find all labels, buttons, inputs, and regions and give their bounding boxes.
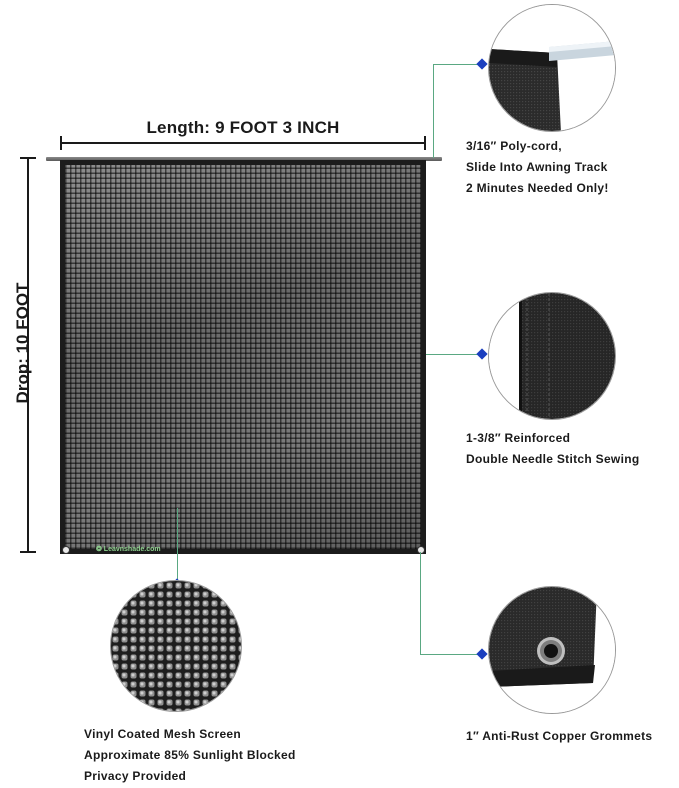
grommet-marker-icon [476, 648, 487, 659]
mesh-closeup-image [110, 580, 242, 712]
mesh-callout-line-2: Approximate 85% Sunlight Blocked [84, 748, 296, 762]
length-dimension-label: Length: 9 FOOT 3 INCH [146, 118, 340, 137]
stitching-callout-line-2: Double Needle Stitch Sewing [466, 452, 640, 466]
length-dimension-cap-left [60, 136, 62, 150]
grommet-left [62, 546, 70, 554]
polycord-callout-line-1: 3/16″ Poly-cord, [466, 139, 562, 153]
mesh-closeup-drawing [111, 581, 242, 712]
stitching-callout-line-1: 1-3/8″ Reinforced [466, 431, 571, 445]
stitching-closeup-image [488, 292, 616, 420]
polycord-callout-line-2: Slide Into Awning Track [466, 160, 608, 174]
polycord-closeup-image [488, 4, 616, 132]
grommets-callout-line-1: 1″ Anti-Rust Copper Grommets [466, 729, 653, 743]
mesh-callout [84, 724, 296, 787]
mesh-callout-line-3: Privacy Provided [84, 769, 187, 783]
brand-label: ❂ Leavnshade.com [96, 546, 161, 553]
grommet-connector-vertical [420, 552, 421, 654]
polycord-callout-line-3: 2 Minutes Needed Only! [466, 181, 609, 195]
grommet-closeup-drawing [489, 587, 616, 714]
grommets-callout [466, 726, 652, 747]
mesh-callout-line-1: Vinyl Coated Mesh Screen [84, 727, 242, 741]
drop-dimension-cap-top [20, 157, 36, 159]
polycord-marker-icon [476, 58, 487, 69]
mesh-connector [177, 508, 178, 584]
length-dimension-line [60, 142, 426, 144]
grommet-right [417, 546, 425, 554]
polycord-connector-vertical [433, 64, 434, 158]
stitching-connector [426, 354, 482, 355]
stitching-callout [466, 428, 639, 470]
drop-dimension-label: Drop: 10 FOOT [13, 282, 32, 404]
stitching-closeup-drawing [489, 293, 616, 420]
polycord-callout [466, 136, 609, 199]
length-dimension-cap-right [424, 136, 426, 150]
mesh-screen-image [60, 160, 426, 554]
polycord-closeup-drawing [489, 5, 616, 132]
grommet-connector-horizontal [420, 654, 482, 655]
polycord-connector-horizontal [433, 64, 482, 65]
drop-dimension-cap-bottom [20, 551, 36, 553]
stitching-marker-icon [476, 348, 487, 359]
grommet-closeup-image [488, 586, 616, 714]
